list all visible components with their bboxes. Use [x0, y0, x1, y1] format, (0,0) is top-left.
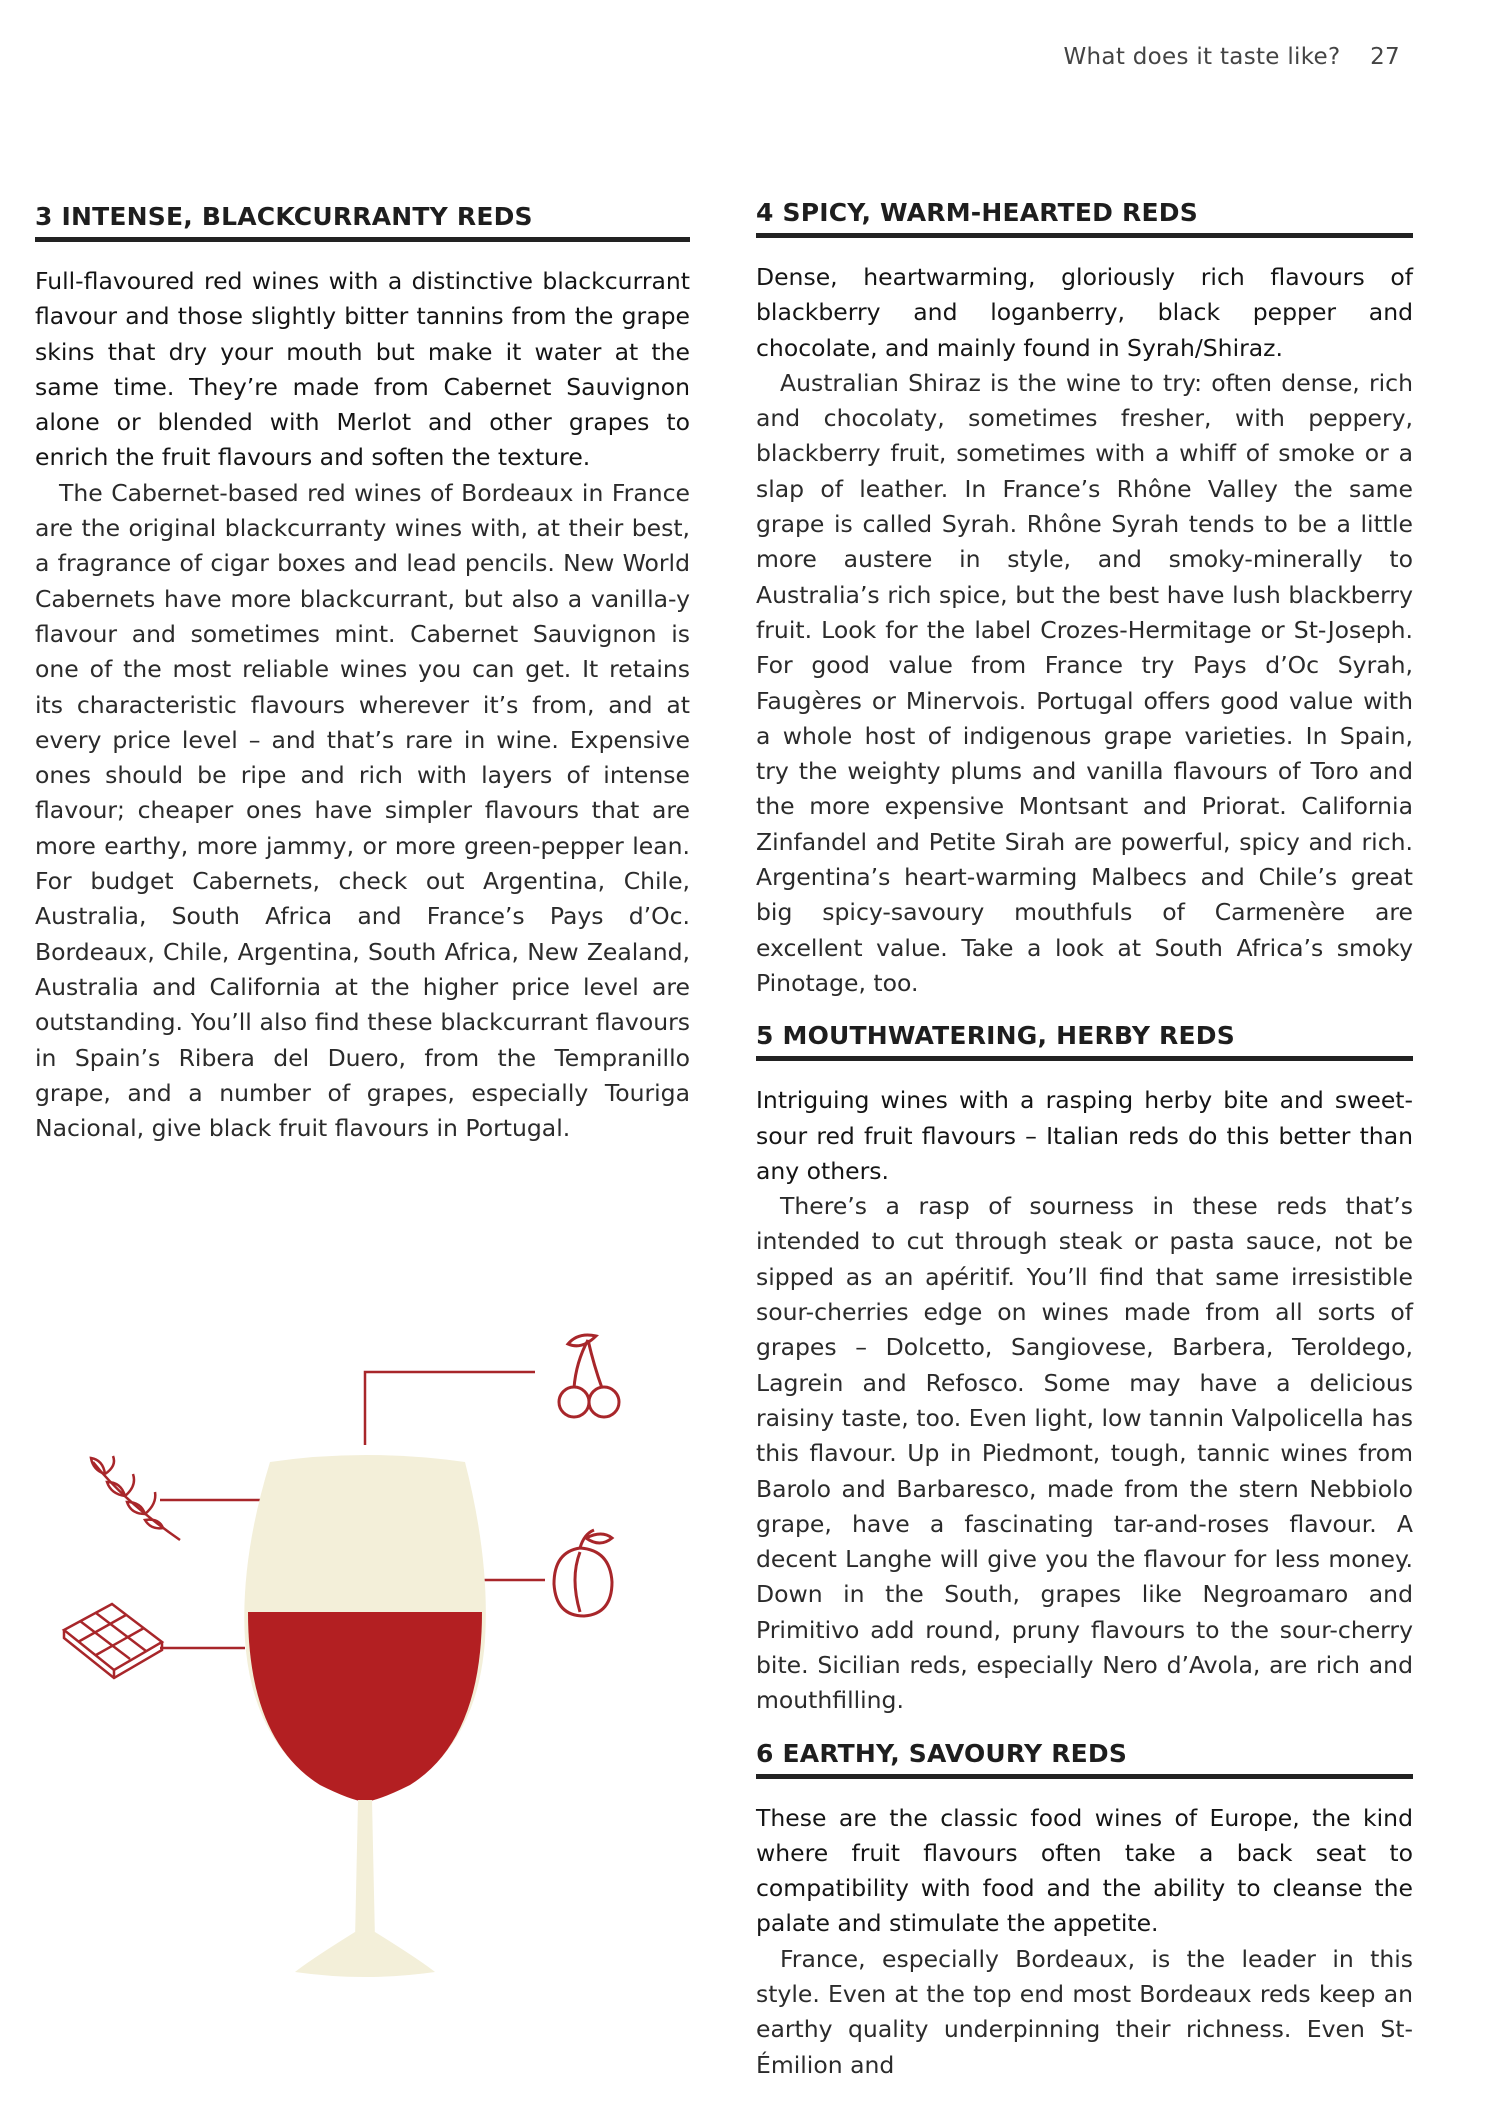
section-intense-blackcurranty-reds [35, 202, 690, 1146]
chocolate-bar-icon [64, 1604, 162, 1678]
section-spicy-warm-hearted-reds [756, 198, 1413, 1001]
section-body: The Cabernet-based red wines of Bordeaux in France are the original blackcurranty wines with, at their best, a fragrance of cigar boxes and lead pencils. New World Cabernets have more blackcurrant, but also a vanilla-y flavour and sometimes mint. Cabernet Sauvignon is one of the most reliable wines you can get. It retains its characteristic flavours wherever it’s from, and at every price level – and that’s rare in wine. Expensive ones should be ripe and rich with layers of intense flavour; cheaper ones have simpler flavours that are more earthy, more jammy, or more green-pepper lean. For budget Cabernets, check out Argentina, Chile, Australia, South Africa and France’s Pays d’Oc. Bordeaux, Chile, Argentina, South Africa, New Zealand, Australia and California at the higher price level are outstanding. You’ll also find these blackcurrant flavours in Spain’s Ribera del Duero, from the Tempranillo grape, and a number of grapes, especially Touriga Nacional, give black fruit flavours in Portugal. [35, 478, 690, 1143]
section-intro: Full-flavoured red wines with a distinctive blackcurrant flavour and those slightly bitter tannins from the grape skins that dry your mouth but make it water at the same time. They’re made from Cabernet Sauvignon alone or blended with Merlot and other grapes to enrich the fruit flavours and soften the texture. [35, 267, 690, 472]
herb-sprig-icon [91, 1456, 180, 1540]
section-heading: 6 EARTHY, SAVOURY REDS [756, 1739, 1413, 1779]
wine-fill [248, 1612, 482, 1802]
glass-foot [295, 1932, 435, 1977]
section-heading: 3 INTENSE, BLACKCURRANTY REDS [35, 202, 690, 242]
section-body: There’s a rasp of sourness in these reds that’s intended to cut through steak or pasta sauce, not be sipped as an apéritif. You’ll find that same irresistible sour-cherries edge on wines made from all sorts of grapes – Dolcetto, Sangiovese, Barbera, Teroldego, Lagrein and Refosco. Some may have a delicious raisiny taste, too. Even light, low tannin Valpolicella has this flavour. Up in Piedmont, tough, tannic wines from Barolo and Barbaresco, made from the stern Nebbiolo grape, have a fascinating tar-and-roses flavour. A decent Langhe will give you the flavour for less money. Down in the South, grapes like Negroamaro and Primitivo add round, pruny flavours to the sour-cherry bite. Sicilian reds, especially Nero d’Avola, are rich and mouthfilling. [756, 1192, 1413, 1715]
section-intro: Dense, heartwarming, gloriously rich flavours of blackberry and loganberry, black pepper and chocolate, and mainly found in Syrah/Shiraz. [756, 263, 1413, 362]
wine-glass [244, 1455, 486, 1977]
page-number: 27 [1370, 44, 1400, 70]
wine-glass-illustration [30, 1300, 690, 2000]
running-title: What does it taste like? [1063, 44, 1341, 70]
plum-icon [554, 1530, 612, 1616]
section-body: France, especially Bordeaux, is the leader in this style. Even at the top end most Bordeaux reds keep an earthy quality underpinning their richness. Even St-Émilion and [756, 1944, 1413, 2079]
section-heading: 5 MOUTHWATERING, HERBY REDS [756, 1021, 1413, 1061]
left-column [35, 202, 690, 1166]
section-intro: These are the classic food wines of Europe, the kind where fruit flavours often take a back seat to compatibility with food and the ability to cleanse the palate and stimulate the appetite. [756, 1803, 1413, 1938]
section-heading: 4 SPICY, WARM-HEARTED REDS [756, 198, 1413, 238]
section-mouthwatering-herby-reds [756, 1021, 1413, 1718]
cherries-icon [559, 1335, 619, 1417]
section-body: Australian Shiraz is the wine to try: often dense, rich and chocolaty, sometimes fresher, with peppery, blackberry fruit, sometimes with a whiff of smoke or a slap of leather. In France’s Rhône Valley the same grape is called Syrah. Rhône Syrah tends to be a little more austere in style, and smoky-minerally to Australia’s rich spice, but the best have lush blackberry fruit. Look for the label Crozes-Hermitage or St-Joseph. For good value from France try Pays d’Oc Syrah, Faugères or Minervois. Portugal offers good value with a whole host of indigenous grape varieties. In Spain, try the weighty plums and vanilla flavours of Toro and the more expensive Montsant and Priorat. California Zinfandel and Petite Sirah are powerful, spicy and rich. Argentina’s heart-warming Malbecs and Chile’s great big spicy-savoury mouthfuls of Carmenère are excellent value. Take a look at South Africa’s smoky Pinotage, too. [756, 368, 1413, 997]
section-earthy-savoury-reds [756, 1739, 1413, 2083]
right-column [756, 198, 1413, 2103]
running-head [1064, 44, 1401, 70]
section-intro: Intriguing wines with a rasping herby bite and sweet-sour red fruit flavours – Italian reds do this better than any others. [756, 1086, 1413, 1185]
glass-stem [355, 1800, 375, 1940]
